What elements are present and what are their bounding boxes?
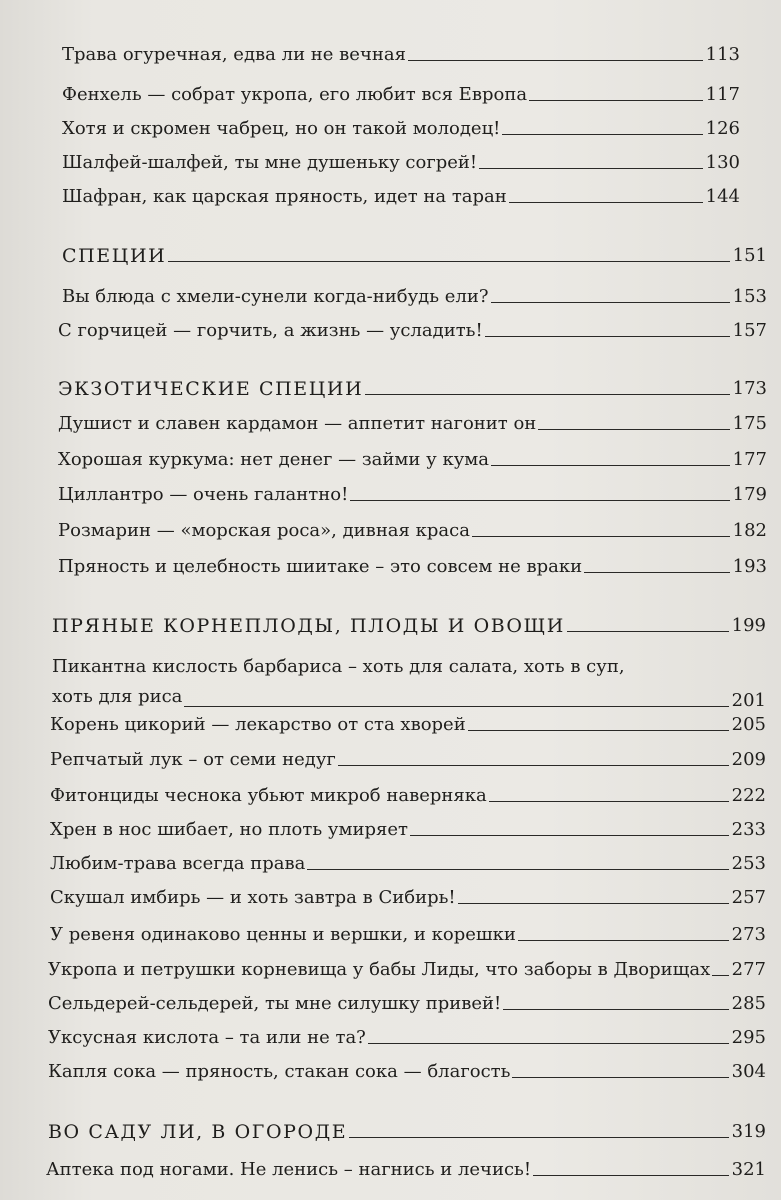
toc-entry (48, 959, 766, 981)
toc-entry-page: 182 (732, 520, 767, 541)
toc-entry-title: Хорошая куркума: нет денег — займи у кума (58, 449, 490, 470)
toc-entry (62, 286, 767, 308)
toc-entry (50, 853, 766, 875)
toc-entry-page: 304 (731, 1061, 766, 1082)
dot-leader (489, 801, 729, 802)
toc-entry-page: 205 (731, 714, 766, 735)
toc-entry-title: Трава огуречная, едва ли не вечная (62, 44, 406, 65)
toc-entry-title: Пряность и целебность шиитаке – это совсем не враки (58, 556, 583, 577)
toc-entry-title: Шалфей-шалфей, ты мне душеньку согрей! (62, 152, 478, 173)
toc-entry (62, 118, 740, 140)
dot-leader (509, 202, 703, 203)
toc-section-page: 151 (732, 245, 767, 266)
toc-entry-continuation (52, 682, 732, 712)
dot-leader (512, 1077, 728, 1078)
toc-entry (50, 714, 766, 736)
toc-entry-page: 153 (732, 286, 767, 307)
toc-entry-page: 285 (731, 993, 766, 1014)
toc-entry-page: 253 (731, 853, 766, 874)
dot-leader (479, 168, 702, 169)
dot-leader (491, 302, 730, 303)
toc-entry-page: 222 (731, 785, 766, 806)
dot-leader (184, 706, 728, 707)
toc-entry (48, 1027, 766, 1049)
toc-entry-title: Душист и славен кардамон — аппетит нагонит он (58, 413, 537, 434)
toc-entry-page: 144 (705, 186, 740, 207)
dot-leader (485, 336, 730, 337)
toc-entry (62, 152, 740, 174)
dot-leader (408, 60, 703, 61)
toc-entry-page: 201 (731, 690, 766, 711)
dot-leader (458, 903, 729, 904)
toc-entry (58, 556, 767, 578)
toc-entry-title: Капля сока — пряность, стакан сока — благость (48, 1061, 511, 1082)
toc-entry (52, 652, 766, 712)
toc-entry-title: Скушал имбирь — и хоть завтра в Сибирь! (50, 887, 456, 908)
toc-entry-title-block (52, 652, 732, 712)
toc-entry-page: 273 (731, 924, 766, 945)
toc-entry-title: Вы блюда с хмели-сунели когда-нибудь ели? (62, 286, 489, 307)
toc-entry (58, 320, 767, 342)
toc-section-page: 319 (731, 1121, 766, 1142)
toc-entry (50, 819, 766, 841)
toc-section-title: СПЕЦИИ (62, 245, 167, 267)
dot-leader (350, 500, 729, 501)
toc-entry-title: Розмарин — «морская роса», дивная краса (58, 520, 470, 541)
toc-entry-page: 157 (732, 320, 767, 341)
dot-leader (307, 869, 728, 870)
dot-leader (533, 1175, 729, 1176)
toc-section (52, 615, 766, 637)
toc-entry-page: 193 (732, 556, 767, 577)
dot-leader (338, 765, 729, 766)
dot-leader (538, 429, 729, 430)
toc-entry-page: 113 (705, 44, 740, 65)
toc-entry-title-cont: хоть для риса (52, 686, 183, 707)
toc-entry-page: 209 (731, 749, 766, 770)
dot-leader (491, 465, 730, 466)
toc-entry-page: 295 (731, 1027, 766, 1048)
dot-leader (468, 730, 729, 731)
toc-entry-title: Уксусная кислота – та или не та? (48, 1027, 366, 1048)
toc-entry (58, 484, 767, 506)
dot-leader (712, 975, 728, 976)
toc-entry-page: 177 (732, 449, 767, 470)
toc-entry (62, 84, 740, 106)
toc-entry (58, 520, 767, 542)
toc-entry-title: У ревеня одинаково ценны и вершки, и корешки (50, 924, 516, 945)
toc-entry (62, 186, 740, 208)
toc-entry-title: С горчицей — горчить, а жизнь — усладить! (58, 320, 483, 341)
toc-entry-page: 321 (731, 1159, 766, 1180)
toc-section (58, 378, 767, 400)
toc-entry (58, 449, 767, 471)
toc-section-title: ПРЯНЫЕ КОРНЕПЛОДЫ, ПЛОДЫ И ОВОЩИ (52, 615, 565, 637)
toc-entry (50, 749, 766, 771)
toc-entry (50, 887, 766, 909)
toc-entry-title: Шафран, как царская пряность, идет на таран (62, 186, 507, 207)
toc-entry-title: Корень цикорий — лекарство от ста хворей (50, 714, 466, 735)
toc-entry-title: Хотя и скромен чабрец, но он такой молодец! (62, 118, 501, 139)
toc-entry (50, 785, 766, 807)
toc-entry (46, 1159, 766, 1181)
toc-entry-title: Циллантро — очень галантно! (58, 484, 349, 505)
toc-entry-title: Пикантна кислость барбариса – хоть для салата, хоть в суп, (52, 656, 625, 677)
toc-entry-title: Аптека под ногами. Не ленись – нагнись и лечись! (46, 1159, 532, 1180)
dot-leader (518, 940, 729, 941)
toc-section-page: 199 (731, 615, 766, 636)
toc-entry (48, 993, 766, 1015)
toc-section-title: ЭКЗОТИЧЕСКИЕ СПЕЦИИ (58, 378, 364, 400)
toc-entry (58, 413, 767, 435)
toc-entry-page: 179 (732, 484, 767, 505)
dot-leader (472, 536, 730, 537)
toc-section-page: 173 (732, 378, 767, 399)
dot-leader (368, 1043, 729, 1044)
toc-section-title: ВО САДУ ЛИ, В ОГОРОДЕ (48, 1121, 348, 1143)
dot-leader (168, 261, 729, 262)
toc-entry-page: 175 (732, 413, 767, 434)
dot-leader (410, 835, 729, 836)
toc-entry-title: Фитонциды чеснока убьют микроб наверняка (50, 785, 487, 806)
dot-leader (503, 1009, 728, 1010)
toc-entry-title: Укропа и петрушки корневища у бабы Лиды, что заборы в Дворищах (48, 959, 711, 980)
toc-entry-page: 126 (705, 118, 740, 139)
toc-entry-title: Фенхель — собрат укропа, его любит вся Европа (62, 84, 528, 105)
toc-section (48, 1121, 766, 1143)
toc-section (62, 245, 767, 267)
toc-entry-page: 130 (705, 152, 740, 173)
toc-entry (62, 44, 740, 66)
dot-leader (349, 1137, 728, 1138)
toc-entry-title: Хрен в нос шибает, но плоть умиряет (50, 819, 408, 840)
dot-leader (584, 572, 730, 573)
dot-leader (529, 100, 703, 101)
toc-entry-page: 233 (731, 819, 766, 840)
toc-entry (48, 1061, 766, 1083)
toc-entry-page: 117 (705, 84, 740, 105)
dot-leader (365, 394, 729, 395)
dot-leader (567, 631, 729, 632)
toc-entry-title: Любим-трава всегда права (50, 853, 306, 874)
toc-entry-title: Сельдерей-сельдерей, ты мне силушку привей! (48, 993, 502, 1014)
toc-entry-page: 257 (731, 887, 766, 908)
dot-leader (502, 134, 702, 135)
toc-entry-page: 277 (731, 959, 766, 980)
toc-entry-title: Репчатый лук – от семи недуг (50, 749, 336, 770)
toc-entry (50, 924, 766, 946)
